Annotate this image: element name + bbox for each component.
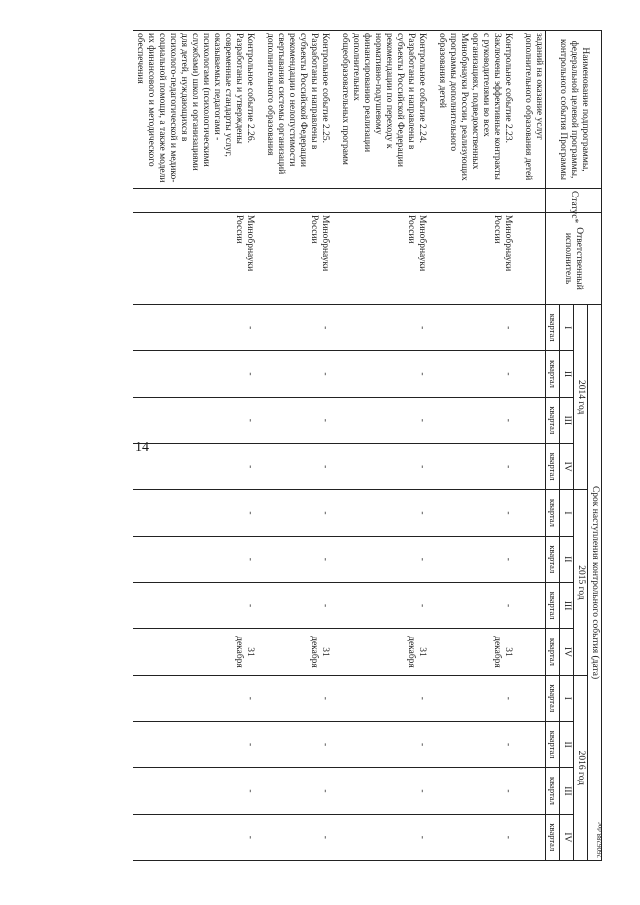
table-row [133, 31, 263, 861]
row-status-cell [338, 189, 435, 213]
quarter-value-cell: - [435, 768, 521, 814]
header-quarter-number: I [560, 490, 574, 536]
quarter-value-cell [521, 675, 546, 721]
header-quarter-word: квартал [546, 814, 560, 860]
quarter-value-cell [521, 721, 546, 767]
row-name-cell: Контрольное событие 2.24. Разработаны и направлены в субъекты Российской Федерации рекомендации по переходу к нормативно-подушевому финансированию реализации дополнительных общеобразовательных программ [338, 31, 435, 189]
quarter-value-cell: - [338, 397, 435, 443]
header-quarter-word: квартал [546, 629, 560, 675]
header-quarter-word: квартал [546, 397, 560, 443]
quarter-value-cell: - [338, 768, 435, 814]
header-quarter-number: III [560, 768, 574, 814]
quarter-value-cell: - [133, 397, 263, 443]
header-deadline: Срок наступления контрольного события (дата) [588, 305, 602, 861]
quarter-value-cell: - [133, 443, 263, 489]
header-quarter-word: квартал [546, 768, 560, 814]
quarter-value-cell: - [435, 675, 521, 721]
quarter-value-cell: - [338, 721, 435, 767]
header-quarter-word: квартал [546, 351, 560, 397]
header-name: Наименование подпрограммы, федеральной целевой программы, контрольного события Программы [546, 31, 602, 189]
quarter-value-cell [521, 814, 546, 860]
quarter-value-cell [521, 490, 546, 536]
quarter-value-cell: - [435, 443, 521, 489]
quarter-value-cell: - [338, 490, 435, 536]
row-name-cell: заданий на оказание услуг дополнительного образования детей [521, 31, 546, 189]
quarter-value-cell: - [263, 768, 338, 814]
quarter-value-cell: 31 декабря [133, 629, 263, 675]
header-quarter-word: квартал [546, 582, 560, 628]
quarter-value-cell: - [435, 490, 521, 536]
row-name-cell: Контрольное событие 2.25. Разработаны и направлены в субъекты Российской Федерации рекомендации о нелопустимости свертывания системы организаций дополнительного образования [263, 31, 338, 189]
footer-file-code: 2606288.doc [596, 821, 604, 858]
header-year-2015: 2015 год [574, 490, 588, 675]
header-quarter-number: II [560, 721, 574, 767]
quarter-value-cell: - [263, 351, 338, 397]
row-status-cell [133, 189, 263, 213]
quarter-value-cell: - [435, 351, 521, 397]
quarter-value-cell: - [133, 536, 263, 582]
header-quarter-word: квартал [546, 675, 560, 721]
row-name-cell: Контрольное событие 2.26. Разработаны и утверждены современные стандарты услуг, оказываемых педагогами - психологами (психологическими службами) школ и организациями для детей, нуждающихся в психолого-педагогической и медико-социальной помощи, а также модели их финансового и методического обеспечения [133, 31, 263, 189]
quarter-value-cell: - [338, 582, 435, 628]
quarter-value-cell: - [263, 490, 338, 536]
header-quarter-number: IV [560, 443, 574, 489]
quarter-value-cell [521, 768, 546, 814]
quarter-value-cell: - [338, 814, 435, 860]
page-number: 14 [135, 440, 149, 455]
row-status-cell [521, 189, 546, 213]
quarter-value-cell: - [263, 536, 338, 582]
quarter-value-cell [521, 305, 546, 351]
quarter-value-cell: - [263, 582, 338, 628]
row-executor-cell: Минобрнауки России [435, 213, 521, 305]
quarter-value-cell: - [263, 443, 338, 489]
row-executor-cell [521, 213, 546, 305]
header-quarter-number: IV [560, 629, 574, 675]
table-row [263, 31, 338, 861]
quarter-value-cell: - [133, 721, 263, 767]
quarter-value-cell: - [338, 351, 435, 397]
table-row [521, 31, 546, 861]
quarter-value-cell [521, 443, 546, 489]
quarter-value-cell: - [338, 536, 435, 582]
quarter-value-cell [521, 629, 546, 675]
quarter-value-cell: - [435, 582, 521, 628]
quarter-value-cell: 31 декабря [263, 629, 338, 675]
quarter-value-cell: - [263, 675, 338, 721]
quarter-value-cell: - [133, 490, 263, 536]
quarter-value-cell: - [338, 305, 435, 351]
header-executor: Ответственный исполнитель [546, 213, 602, 305]
header-quarter-number: I [560, 675, 574, 721]
header-quarter-number: IV [560, 814, 574, 860]
row-executor-cell: Минобрнауки России [338, 213, 435, 305]
quarter-value-cell: - [263, 721, 338, 767]
quarter-value-cell [521, 582, 546, 628]
row-executor-cell: Минобрнауки России [263, 213, 338, 305]
quarter-value-cell: - [435, 305, 521, 351]
header-quarter-number: II [560, 351, 574, 397]
quarter-value-cell: - [435, 536, 521, 582]
table-row [338, 31, 435, 861]
quarter-value-cell [521, 536, 546, 582]
quarter-value-cell: - [133, 582, 263, 628]
header-quarter-number: III [560, 582, 574, 628]
header-year-2016: 2016 год [574, 675, 588, 860]
quarter-value-cell: 31 декабря [338, 629, 435, 675]
quarter-value-cell: - [263, 397, 338, 443]
header-quarter-word: квартал [546, 721, 560, 767]
row-status-cell [263, 189, 338, 213]
rotated-table-sheet [115, 30, 602, 860]
quarter-value-cell: 31 декабря [435, 629, 521, 675]
header-quarter-word: квартал [546, 536, 560, 582]
header-quarter-number: III [560, 397, 574, 443]
header-status: Статус* [546, 189, 602, 213]
quarter-value-cell [521, 397, 546, 443]
header-quarter-word: квартал [546, 443, 560, 489]
quarter-value-cell: - [133, 768, 263, 814]
header-quarter-word: квартал [546, 490, 560, 536]
row-executor-cell: Минобрнауки России [133, 213, 263, 305]
row-status-cell [435, 189, 521, 213]
quarter-value-cell: - [133, 351, 263, 397]
row-name-cell: Контрольное событие 2.23. Заключены эффективные контракты с руководителями во всех организациях, подведомственных Минобрнауки России, реализующих программы дополнительного образования детей [435, 31, 521, 189]
header-quarter-number: II [560, 536, 574, 582]
header-quarter-number: I [560, 305, 574, 351]
table-row [435, 31, 521, 861]
control-events-table [133, 30, 602, 861]
quarter-value-cell: - [338, 675, 435, 721]
header-quarter-word: квартал [546, 305, 560, 351]
quarter-value-cell: - [435, 397, 521, 443]
quarter-value-cell [521, 351, 546, 397]
header-year-2014: 2014 год [574, 305, 588, 490]
quarter-value-cell: - [435, 814, 521, 860]
quarter-value-cell: - [263, 305, 338, 351]
quarter-value-cell: - [133, 814, 263, 860]
quarter-value-cell: - [263, 814, 338, 860]
quarter-value-cell: - [435, 721, 521, 767]
quarter-value-cell: - [133, 675, 263, 721]
quarter-value-cell: - [338, 443, 435, 489]
table-body [133, 31, 546, 861]
quarter-value-cell: - [133, 305, 263, 351]
